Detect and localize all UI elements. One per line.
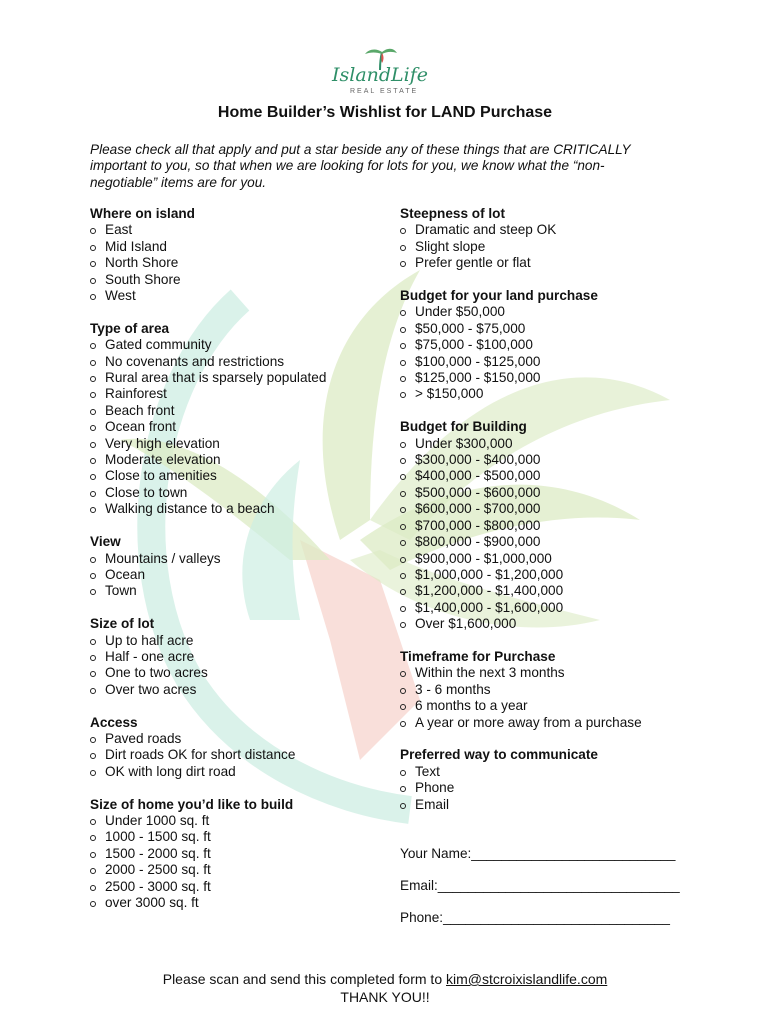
company-logo <box>320 44 440 104</box>
checkbox-icon[interactable] <box>90 573 96 579</box>
option-label: Very high elevation <box>105 435 220 451</box>
checkbox-icon[interactable] <box>90 360 96 366</box>
option-item[interactable] <box>90 862 390 878</box>
section-title: Where on island <box>90 206 195 221</box>
option-item[interactable] <box>90 272 390 288</box>
option-label: Ocean <box>105 566 146 582</box>
option-label: Under 1000 sq. ft <box>105 812 210 828</box>
option-list <box>400 764 690 813</box>
checkbox-icon[interactable] <box>90 278 96 284</box>
checkbox-icon[interactable] <box>400 786 406 792</box>
checkbox-icon[interactable] <box>400 540 406 546</box>
checkbox-icon[interactable] <box>90 868 96 874</box>
checkbox-icon[interactable] <box>400 524 406 530</box>
checkbox-icon[interactable] <box>400 360 406 366</box>
checkbox-icon[interactable] <box>400 770 406 776</box>
option-item[interactable] <box>400 698 690 714</box>
section-budget-for-your-land-purchase <box>400 288 690 403</box>
option-item[interactable] <box>400 386 690 402</box>
option-label: Dirt roads OK for short distance <box>105 747 296 763</box>
option-label: Paved roads <box>105 730 182 746</box>
option-list <box>90 337 390 517</box>
checkbox-icon[interactable] <box>90 753 96 759</box>
option-item[interactable] <box>400 370 690 386</box>
option-item[interactable] <box>400 222 690 238</box>
footer <box>0 970 770 1006</box>
footer-line-1 <box>0 970 770 988</box>
option-label: 6 months to a year <box>415 698 528 714</box>
checkbox-icon[interactable] <box>90 294 96 300</box>
section-budget-for-building <box>400 419 690 632</box>
section-type-of-area <box>90 321 390 518</box>
option-label: Mid Island <box>105 238 167 254</box>
page-title: Home Builder’s Wishlist for LAND Purchase <box>217 104 553 121</box>
option-list <box>400 222 690 271</box>
section-title: Type of area <box>90 320 170 336</box>
contact-email-link[interactable]: kim@stcroixislandlife.com <box>446 971 608 987</box>
option-item[interactable] <box>90 879 390 895</box>
option-label: $1,000,000 - $1,200,000 <box>415 566 564 582</box>
checkbox-icon[interactable] <box>90 474 96 480</box>
checkbox-icon[interactable] <box>90 819 96 825</box>
option-label: $900,000 - $1,000,000 <box>415 550 552 566</box>
option-label: Walking distance to a beach <box>105 501 275 517</box>
footer-prefix: Please scan and send this completed form to <box>162 971 447 987</box>
email-field[interactable]: Email:________________________________ <box>400 878 680 893</box>
checkbox-icon[interactable] <box>400 458 406 464</box>
option-item[interactable] <box>90 370 390 386</box>
option-label: $400,000 - $500,000 <box>415 468 541 484</box>
option-item[interactable] <box>90 239 390 255</box>
checkbox-icon[interactable] <box>90 655 96 661</box>
option-item[interactable] <box>90 846 390 862</box>
option-list <box>90 222 390 304</box>
option-item[interactable] <box>400 501 690 517</box>
checkbox-icon[interactable] <box>400 557 406 563</box>
right-column <box>400 206 690 813</box>
option-label: Dramatic and steep OK <box>415 222 557 238</box>
option-item[interactable] <box>90 747 390 763</box>
checkbox-icon[interactable] <box>400 327 406 333</box>
option-item[interactable] <box>90 813 390 829</box>
option-item[interactable] <box>400 321 690 337</box>
option-label: Town <box>105 583 137 599</box>
section-size-of-lot <box>90 616 390 698</box>
checkbox-icon[interactable] <box>90 688 96 694</box>
option-label: Moderate elevation <box>105 452 221 468</box>
option-item[interactable] <box>400 600 690 616</box>
checkbox-icon[interactable] <box>90 901 96 907</box>
option-item[interactable] <box>400 764 690 780</box>
option-item[interactable] <box>90 468 390 484</box>
section-spacer <box>90 698 390 714</box>
option-item[interactable] <box>90 485 390 501</box>
checkbox-icon[interactable] <box>90 852 96 858</box>
checkbox-icon[interactable] <box>90 737 96 743</box>
section-title: Timeframe for Purchase <box>400 648 556 664</box>
option-label: Over $1,600,000 <box>415 616 517 632</box>
option-label: Over two acres <box>105 681 197 697</box>
option-item[interactable] <box>400 436 690 452</box>
thank-you-text: THANK YOU!! <box>340 989 430 1005</box>
section-spacer <box>90 518 390 534</box>
checkbox-icon[interactable] <box>90 261 96 267</box>
option-label: Slight slope <box>415 238 486 254</box>
checkbox-icon[interactable] <box>90 392 96 398</box>
checkbox-icon[interactable] <box>90 245 96 251</box>
checkbox-icon[interactable] <box>90 409 96 415</box>
checkbox-icon[interactable] <box>90 671 96 677</box>
checkbox-icon[interactable] <box>400 622 406 628</box>
checkbox-icon[interactable] <box>400 803 406 809</box>
checkbox-icon[interactable] <box>400 688 406 694</box>
section-title: Preferred way to communicate <box>400 747 598 763</box>
checkbox-icon[interactable] <box>400 704 406 710</box>
option-item[interactable] <box>400 337 690 353</box>
logo-text: IslandLife <box>332 64 429 86</box>
option-item[interactable] <box>400 567 690 583</box>
checkbox-icon[interactable] <box>400 589 406 595</box>
checkbox-icon[interactable] <box>400 606 406 612</box>
option-label: Under $300,000 <box>415 435 513 451</box>
option-label: 1000 - 1500 sq. ft <box>105 829 211 845</box>
section-title: Size of home you’d like to build <box>90 796 294 812</box>
checkbox-icon[interactable] <box>90 343 96 349</box>
option-label: 2500 - 3000 sq. ft <box>105 878 211 894</box>
option-label: $800,000 - $900,000 <box>415 534 541 550</box>
option-item[interactable] <box>400 304 690 320</box>
option-label: Phone <box>415 780 455 796</box>
section-title: Steepness of lot <box>400 206 505 221</box>
name-field[interactable]: Your Name:___________________________ <box>400 846 676 861</box>
section-spacer <box>400 633 690 649</box>
checkbox-icon[interactable] <box>90 228 96 234</box>
section-spacer <box>90 600 390 616</box>
checkbox-icon[interactable] <box>400 507 406 513</box>
option-label: One to two acres <box>105 665 208 681</box>
section-spacer <box>400 403 690 419</box>
option-item[interactable] <box>90 337 390 353</box>
option-item[interactable] <box>90 895 390 911</box>
checkbox-icon[interactable] <box>90 507 96 513</box>
checkbox-icon[interactable] <box>400 491 406 497</box>
option-label: $300,000 - $400,000 <box>415 452 541 468</box>
option-item[interactable] <box>400 518 690 534</box>
option-label: Text <box>415 763 440 779</box>
option-label: $1,400,000 - $1,600,000 <box>415 599 564 615</box>
option-item[interactable] <box>90 633 390 649</box>
option-item[interactable] <box>90 222 390 238</box>
option-item[interactable] <box>90 665 390 681</box>
option-label: $125,000 - $150,000 <box>415 370 541 386</box>
option-item[interactable] <box>90 567 390 583</box>
option-item[interactable] <box>90 731 390 747</box>
option-item[interactable] <box>90 649 390 665</box>
option-item[interactable] <box>400 551 690 567</box>
option-item[interactable] <box>90 551 390 567</box>
checkbox-icon[interactable] <box>400 245 406 251</box>
phone-field[interactable]: Phone:______________________________ <box>400 910 670 925</box>
checkbox-icon[interactable] <box>400 721 406 727</box>
option-label: South Shore <box>105 271 181 287</box>
option-label: Rainforest <box>105 386 167 402</box>
section-spacer <box>400 272 690 288</box>
option-item[interactable] <box>90 288 390 304</box>
option-list <box>400 304 690 402</box>
checkbox-icon[interactable] <box>90 376 96 382</box>
section-spacer <box>400 731 690 747</box>
option-label: Mountains / valleys <box>105 550 221 566</box>
option-label: Half - one acre <box>105 648 195 664</box>
checkbox-icon[interactable] <box>90 639 96 645</box>
option-label: Ocean front <box>105 419 177 435</box>
option-label: $75,000 - $100,000 <box>415 337 533 353</box>
checkbox-icon[interactable] <box>400 310 406 316</box>
option-label: $50,000 - $75,000 <box>415 320 526 336</box>
option-list <box>90 633 390 699</box>
option-label: Close to town <box>105 484 188 500</box>
option-label: Up to half acre <box>105 632 194 648</box>
option-item[interactable] <box>400 797 690 813</box>
checkbox-icon[interactable] <box>90 770 96 776</box>
section-title: View <box>90 534 121 550</box>
checkbox-icon[interactable] <box>90 458 96 464</box>
section-spacer <box>90 780 390 796</box>
option-label: East <box>105 222 133 238</box>
option-list <box>90 813 390 911</box>
option-list <box>90 551 390 600</box>
option-label: $1,200,000 - $1,400,000 <box>415 583 564 599</box>
option-item[interactable] <box>90 682 390 698</box>
option-item[interactable] <box>400 534 690 550</box>
option-label: $500,000 - $600,000 <box>415 484 541 500</box>
checkbox-icon[interactable] <box>400 228 406 234</box>
option-label: $700,000 - $800,000 <box>415 517 541 533</box>
checkbox-icon[interactable] <box>90 885 96 891</box>
option-item[interactable] <box>400 354 690 370</box>
option-item[interactable] <box>400 682 690 698</box>
option-label: West <box>105 288 136 304</box>
section-size-of-home-you-d-like-to-build <box>90 797 390 912</box>
section-preferred-way-to-communicate <box>400 747 690 813</box>
option-label: Close to amenities <box>105 468 217 484</box>
option-label: Email <box>415 796 449 812</box>
checkbox-icon[interactable] <box>90 425 96 431</box>
option-item[interactable] <box>90 583 390 599</box>
option-label: 2000 - 2500 sq. ft <box>105 862 211 878</box>
option-item[interactable] <box>90 386 390 402</box>
option-item[interactable] <box>400 715 690 731</box>
option-item[interactable] <box>90 403 390 419</box>
checkbox-icon[interactable] <box>400 343 406 349</box>
section-view <box>90 534 390 600</box>
option-item[interactable] <box>400 239 690 255</box>
option-item[interactable] <box>400 780 690 796</box>
option-item[interactable] <box>90 255 390 271</box>
checkbox-icon[interactable] <box>400 392 406 398</box>
checkbox-icon[interactable] <box>90 442 96 448</box>
option-label: $100,000 - $125,000 <box>415 353 541 369</box>
logo-subtext: REAL ESTATE <box>350 88 419 95</box>
option-item[interactable] <box>90 764 390 780</box>
option-item[interactable] <box>400 468 690 484</box>
option-list <box>400 665 690 731</box>
option-label: > $150,000 <box>415 386 484 402</box>
section-title: Size of lot <box>90 616 155 632</box>
option-label: OK with long dirt road <box>105 763 236 779</box>
section-where-on-island <box>90 206 390 304</box>
option-label: North Shore <box>105 255 179 271</box>
option-item[interactable] <box>400 452 690 468</box>
option-label: 3 - 6 months <box>415 681 491 697</box>
section-title: Access <box>90 714 138 730</box>
option-label: Rural area that is sparsely populated <box>105 370 327 386</box>
checkbox-icon[interactable] <box>400 376 406 382</box>
left-column <box>90 206 390 911</box>
option-item[interactable] <box>90 419 390 435</box>
checkbox-icon[interactable] <box>400 442 406 448</box>
checkbox-icon[interactable] <box>400 261 406 267</box>
option-label: $600,000 - $700,000 <box>415 501 541 517</box>
checkbox-icon[interactable] <box>90 589 96 595</box>
section-steepness-of-lot <box>400 206 690 272</box>
option-item[interactable] <box>90 436 390 452</box>
checkbox-icon[interactable] <box>400 573 406 579</box>
option-list <box>400 436 690 633</box>
option-label: Prefer gentle or flat <box>415 255 531 271</box>
option-item[interactable] <box>400 485 690 501</box>
option-label: Gated community <box>105 337 212 353</box>
checkbox-icon[interactable] <box>90 491 96 497</box>
section-title: Budget for Building <box>400 419 527 435</box>
option-item[interactable] <box>400 665 690 681</box>
option-label: Under $50,000 <box>415 304 505 320</box>
option-list <box>90 731 390 780</box>
option-item[interactable] <box>90 829 390 845</box>
checkbox-icon[interactable] <box>90 557 96 563</box>
option-item[interactable] <box>400 255 690 271</box>
option-item[interactable] <box>90 452 390 468</box>
checkbox-icon[interactable] <box>400 671 406 677</box>
section-timeframe-for-purchase <box>400 649 690 731</box>
section-title: Budget for your land purchase <box>400 288 598 304</box>
option-item[interactable] <box>400 583 690 599</box>
option-item[interactable] <box>90 354 390 370</box>
option-item[interactable] <box>90 501 390 517</box>
section-spacer <box>90 304 390 320</box>
option-item[interactable] <box>400 616 690 632</box>
option-label: A year or more away from a purchase <box>415 714 642 730</box>
option-label: over 3000 sq. ft <box>105 894 199 910</box>
checkbox-icon[interactable] <box>400 474 406 480</box>
option-label: 1500 - 2000 sq. ft <box>105 845 211 861</box>
option-label: Beach front <box>105 402 175 418</box>
option-label: Within the next 3 months <box>415 665 565 681</box>
intro-text: Please check all that apply and put a star beside any of these things that are CRITICALLY important to you, so that when we are looking for lots for you, we know what the “non-negotiable” items are for you. <box>90 142 631 190</box>
section-access <box>90 715 390 781</box>
option-label: No covenants and restrictions <box>105 353 285 369</box>
checkbox-icon[interactable] <box>90 835 96 841</box>
